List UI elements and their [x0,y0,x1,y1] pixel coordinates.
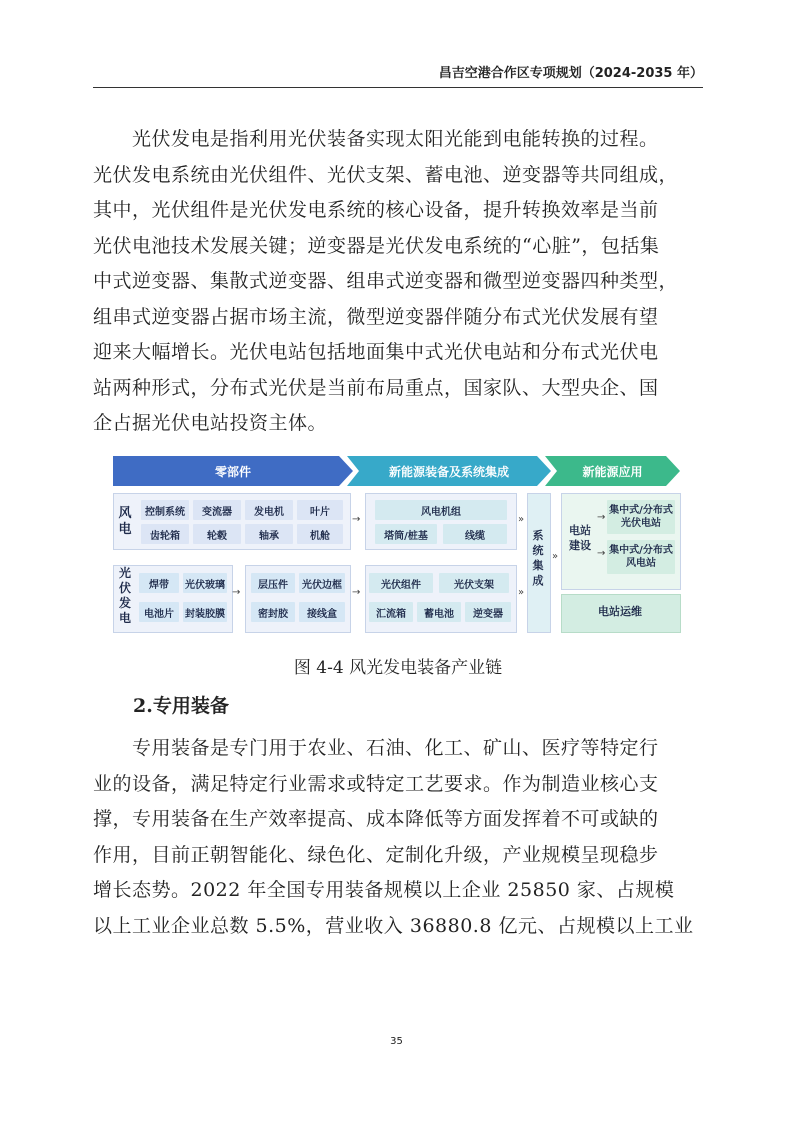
arrow-icon: → [352,514,361,525]
part-chip: 叶片 [297,500,343,520]
industry-chain-diagram [113,456,680,640]
text-line: 以上工业企业总数 5.5%，营业收入 36880.8 亿元、占规模以上工业 [93,914,694,937]
equipment-chip: 光伏组件 [369,573,433,593]
header-divider [93,87,703,88]
part-chip: 轴承 [245,524,293,544]
equipment-chip: 蓄电池 [417,602,461,622]
equipment-chip: 逆变器 [465,602,511,622]
page-header: 昌吉空港合作区专项规划（2024-2035 年） [438,66,703,81]
stage-banner-application [545,456,680,486]
part-chip: 齿轮箱 [141,524,189,544]
station-ops-label: 电站运维 [598,605,642,618]
text-line: 作用，目前正朝智能化、绿色化、定制化升级，产业规模呈现稳步 [93,843,659,866]
text-line: 增长态势。2022 年全国专用装备规模以上企业 25850 家、占规模 [93,879,675,901]
figure-caption: 图 4-4 风光发电装备产业链 [293,658,503,678]
text-line: 专用装备是专门用于农业、石油、化工、矿山、医疗等特定行 [93,737,659,759]
arrow-icon: → [232,587,241,598]
section-heading: 2.专用装备 [133,695,229,717]
stage-label: 新能源应用 [582,464,643,479]
text-line: 站两种形式，分布式光伏是当前布局重点，国家队、大型央企、国 [93,376,659,399]
text-line: 光伏电池技术发展关键；逆变器是光伏发电系统的“心脏”，包括集 [93,234,660,257]
part-chip: 接线盒 [299,602,345,622]
text-line: 光伏发电是指利用光伏装备实现太阳光能到电能转换的过程。 [93,128,659,150]
text-line: 企占据光伏电站投资主体。 [93,412,328,434]
text-line: 业的设备，满足特定行业需求或特定工艺要求。作为制造业核心支 [93,772,659,795]
part-chip: 控制系统 [141,500,189,520]
stage-label: 新能源装备及系统集成 [388,464,509,479]
part-chip: 光伏玻璃 [183,573,227,593]
arrow-icon: → [352,587,361,598]
part-chip: 密封胶 [251,602,295,622]
stage-banner-equipment [347,456,551,486]
arrow-icon: → [597,548,606,559]
part-chip: 光伏边框 [299,573,345,593]
wind-label: 风 电 [118,506,132,537]
stage-banner-components [113,456,353,486]
system-integration-label: 系 统 集 成 [532,529,544,587]
paragraph-special-equipment [93,731,703,944]
text-line: 光伏发电系统由光伏组件、光伏支架、蓄电池、逆变器等共同组成， [93,163,679,186]
part-chip: 焊带 [139,573,179,593]
equipment-chip: 塔筒/桩基 [375,524,437,544]
part-chip: 变流器 [193,500,241,520]
text-line: 撑，专用装备在生产效率提高、成本降低等方面发挥着不可或缺的 [93,808,659,830]
part-chip: 轮毂 [193,524,241,544]
app-chip-wind-station: 集中式/分布式 风电站 [607,540,675,574]
arrow-icon: → [597,512,606,523]
paragraph-photovoltaic [93,122,703,442]
text-line: 迎来大幅增长。光伏电站包括地面集中式光伏电站和分布式光伏电 [93,341,659,363]
stage-label: 零部件 [214,464,251,479]
part-chip: 发电机 [245,500,293,520]
text-line: 其中，光伏组件是光伏发电系统的核心设备，提升转换效率是当前 [93,199,659,221]
part-chip: 机舱 [297,524,343,544]
double-chevron-icon: » [518,514,525,525]
equipment-chip: 线缆 [443,524,507,544]
part-chip: 层压件 [251,573,295,593]
text-line: 组串式逆变器占据市场主流，微型逆变器伴随分布式光伏发展有望 [93,305,659,328]
station-build-label: 电站 建设 [569,524,591,552]
app-chip-pv-station: 集中式/分布式 光伏电站 [607,500,675,534]
pv-label: 光 伏 发 电 [118,566,131,625]
equipment-chip: 风电机组 [375,500,507,520]
double-chevron-icon: » [518,587,525,598]
part-chip: 封装胶膜 [183,602,227,622]
text-line: 中式逆变器、集散式逆变器、组串式逆变器和微型逆变器四种类型， [93,270,679,292]
equipment-chip: 光伏支架 [439,573,509,593]
part-chip: 电池片 [139,602,179,622]
equipment-chip: 汇流箱 [369,602,413,622]
page-number: 35 [390,1036,403,1047]
double-chevron-icon: » [552,551,559,562]
